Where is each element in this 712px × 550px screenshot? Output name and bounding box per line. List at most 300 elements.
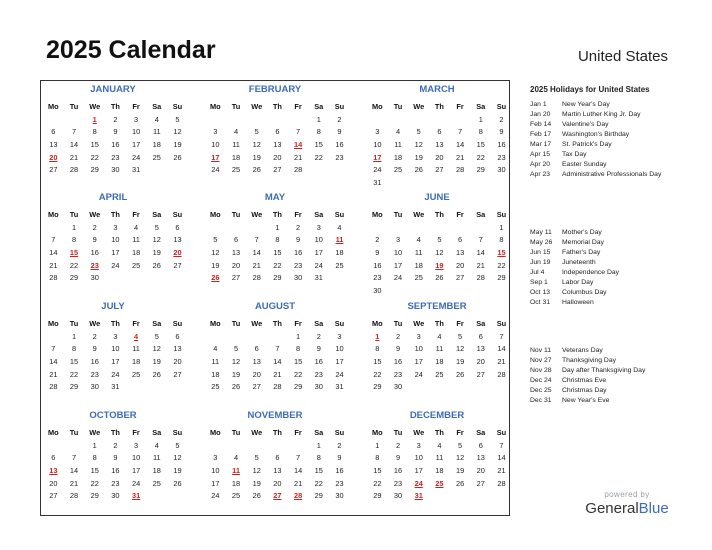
day-cell: 20 <box>173 357 182 367</box>
month-december <box>367 409 507 503</box>
holiday-name: Tax Day <box>562 151 587 158</box>
weekday-header: Sa <box>314 319 324 328</box>
holiday-date: 1 <box>92 114 97 124</box>
day-cell: 21 <box>69 478 79 488</box>
month-name: APRIL <box>98 192 128 203</box>
day-cell: 14 <box>69 466 79 476</box>
month-grid <box>367 209 507 298</box>
holiday-date-label: Sep 1 <box>530 279 548 286</box>
day-cell: 18 <box>131 357 141 367</box>
holiday-date-label: May 11 <box>530 229 552 236</box>
holiday-name: Veterans Day <box>562 347 603 354</box>
day-cell: 7 <box>296 453 301 463</box>
day-cell: 1 <box>499 222 504 232</box>
day-cell: 26 <box>173 152 182 162</box>
day-cell: 8 <box>296 344 301 354</box>
holiday-name: Easter Sunday <box>562 161 607 168</box>
weekday-header: Th <box>272 428 282 437</box>
day-cell: 26 <box>152 260 161 270</box>
day-cell: 1 <box>275 222 280 232</box>
day-cell: 25 <box>211 382 220 392</box>
day-cell: 15 <box>273 248 282 258</box>
day-cell: 20 <box>476 357 485 367</box>
empty-cell <box>408 114 429 127</box>
holiday-item <box>530 356 700 366</box>
day-cell: 16 <box>373 260 382 270</box>
day-cell: 29 <box>90 165 99 175</box>
day-cell: 29 <box>293 382 303 392</box>
holiday-date-label: Oct 31 <box>530 299 551 306</box>
day-cell: 23 <box>335 478 344 488</box>
day-cell: 12 <box>435 248 444 258</box>
empty-cell <box>267 114 288 127</box>
month-october <box>43 409 183 503</box>
month-grid <box>43 101 183 177</box>
empty-cell <box>388 114 409 127</box>
day-cell: 21 <box>497 357 506 367</box>
month-name: AUGUST <box>254 301 296 312</box>
day-cell: 27 <box>49 165 58 175</box>
weekday-header: Mo <box>48 210 59 219</box>
weekday-header: Fr <box>132 319 140 328</box>
holiday-date: 4 <box>134 331 139 341</box>
weekday-header: Mo <box>372 428 383 437</box>
holiday-date-label: Jan 1 <box>530 101 547 108</box>
day-cell: 7 <box>275 344 280 354</box>
day-cell: 7 <box>478 235 483 245</box>
day-cell: 9 <box>113 453 118 463</box>
day-cell: 15 <box>293 357 303 367</box>
day-cell: 19 <box>252 478 261 488</box>
empty-cell <box>246 222 267 235</box>
day-cell: 21 <box>49 260 58 270</box>
day-cell: 28 <box>497 369 506 379</box>
day-cell: 13 <box>435 140 444 150</box>
day-cell: 15 <box>90 466 99 476</box>
weekday-header: We <box>251 428 263 437</box>
weekday-header: Sa <box>152 102 162 111</box>
day-cell: 4 <box>337 222 342 232</box>
day-cell: 14 <box>455 140 465 150</box>
day-cell: 3 <box>375 127 380 137</box>
weekday-header: Th <box>272 102 282 111</box>
day-cell: 1 <box>92 440 97 450</box>
day-cell: 26 <box>252 491 261 501</box>
day-cell: 3 <box>416 440 421 450</box>
month-august <box>205 300 345 394</box>
day-cell: 9 <box>375 248 380 258</box>
day-cell: 19 <box>173 466 182 476</box>
day-cell: 21 <box>476 260 485 270</box>
day-cell: 23 <box>393 478 403 488</box>
weekday-header: Tu <box>231 319 241 328</box>
holiday-date-label: Mar 17 <box>530 141 552 148</box>
day-cell: 22 <box>90 152 99 162</box>
day-cell: 2 <box>395 331 401 341</box>
day-cell: 4 <box>416 235 421 245</box>
day-cell: 2 <box>395 440 401 450</box>
day-cell: 7 <box>296 127 301 137</box>
day-cell: 27 <box>273 165 282 175</box>
weekday-header: We <box>89 210 101 219</box>
holiday-item <box>530 140 700 150</box>
day-cell: 13 <box>173 344 182 354</box>
holiday-item <box>530 278 700 288</box>
day-cell: 12 <box>252 140 261 150</box>
holiday-list-title: 2025 Holidays for United States <box>530 85 650 94</box>
month-name: MARCH <box>419 84 455 95</box>
day-cell: 31 <box>131 165 141 175</box>
holiday-date: 25 <box>435 478 444 488</box>
day-cell: 9 <box>92 235 97 245</box>
day-cell: 24 <box>111 260 120 270</box>
day-cell: 6 <box>478 440 483 450</box>
day-cell: 28 <box>252 273 261 283</box>
holiday-name: Independence Day <box>562 269 620 276</box>
day-cell: 8 <box>71 344 77 354</box>
day-cell: 25 <box>131 260 141 270</box>
day-cell: 9 <box>113 127 118 137</box>
month-grid <box>367 427 507 503</box>
weekday-header: Fr <box>132 102 140 111</box>
holiday-item <box>530 228 700 238</box>
weekday-header: Su <box>334 428 345 437</box>
weekday-header: Sa <box>476 319 486 328</box>
day-cell: 3 <box>316 222 321 232</box>
weekday-header: Su <box>334 210 345 219</box>
day-cell: 2 <box>92 222 97 232</box>
weekday-header: Mo <box>48 319 59 328</box>
day-cell: 17 <box>111 248 120 258</box>
day-cell: 9 <box>92 344 97 354</box>
day-cell: 5 <box>254 127 259 137</box>
day-cell: 28 <box>49 273 58 283</box>
day-cell: 14 <box>69 140 79 150</box>
day-cell: 27 <box>173 260 182 270</box>
day-cell: 3 <box>134 440 139 450</box>
weekday-header: Tu <box>231 428 241 437</box>
day-cell: 18 <box>414 260 423 270</box>
day-cell: 28 <box>293 165 303 175</box>
day-cell: 16 <box>497 140 506 150</box>
day-cell: 30 <box>497 165 506 175</box>
day-cell: 18 <box>393 152 403 162</box>
day-cell: 10 <box>131 127 141 137</box>
month-name: JANUARY <box>90 84 136 95</box>
empty-cell <box>246 440 267 453</box>
day-cell: 15 <box>476 140 485 150</box>
day-cell: 16 <box>90 357 99 367</box>
day-cell: 20 <box>273 478 282 488</box>
month-name: SEPTEMBER <box>407 301 467 312</box>
day-cell: 3 <box>113 331 118 341</box>
holiday-name: New Year's Day <box>562 101 610 108</box>
holiday-date-label: Nov 11 <box>530 347 552 354</box>
empty-cell <box>226 440 247 453</box>
day-cell: 30 <box>373 286 382 296</box>
day-cell: 25 <box>152 478 161 488</box>
day-cell: 21 <box>497 466 506 476</box>
holiday-item <box>530 386 700 396</box>
day-cell: 13 <box>49 140 58 150</box>
day-cell: 16 <box>335 140 344 150</box>
brand-name <box>585 500 669 517</box>
day-cell: 26 <box>252 165 261 175</box>
day-cell: 17 <box>211 478 220 488</box>
weekday-header: Tu <box>393 210 403 219</box>
day-cell: 14 <box>497 344 506 354</box>
day-cell: 4 <box>437 440 442 450</box>
weekday-header: Su <box>172 319 183 328</box>
holiday-date: 17 <box>373 152 382 162</box>
day-cell: 9 <box>316 344 321 354</box>
day-cell: 16 <box>90 248 99 258</box>
day-cell: 29 <box>373 491 382 501</box>
day-cell: 8 <box>375 344 380 354</box>
day-cell: 20 <box>252 369 261 379</box>
day-cell: 14 <box>252 248 261 258</box>
weekday-header: Tu <box>69 319 79 328</box>
weekday-header: Tu <box>393 428 403 437</box>
empty-cell <box>64 114 85 127</box>
day-cell: 8 <box>71 235 77 245</box>
day-cell: 27 <box>173 369 182 379</box>
weekday-header: Mo <box>372 210 383 219</box>
empty-cell <box>267 440 288 453</box>
weekday-header: Th <box>434 210 444 219</box>
day-cell: 24 <box>414 369 423 379</box>
month-grid <box>43 209 183 285</box>
weekday-header: Su <box>496 210 507 219</box>
day-cell: 18 <box>435 466 444 476</box>
holiday-date: 13 <box>49 466 58 476</box>
day-cell: 4 <box>134 222 139 232</box>
weekday-header: Sa <box>314 210 324 219</box>
day-cell: 7 <box>499 440 504 450</box>
holiday-date: 11 <box>232 466 240 476</box>
weekday-header: Sa <box>314 428 324 437</box>
weekday-header: Sa <box>476 102 486 111</box>
empty-cell <box>205 114 226 127</box>
day-cell: 1 <box>296 331 301 341</box>
day-cell: 11 <box>152 453 161 463</box>
empty-cell <box>388 222 409 235</box>
day-cell: 9 <box>499 127 504 137</box>
day-cell: 2 <box>296 222 301 232</box>
day-cell: 12 <box>152 344 161 354</box>
day-cell: 6 <box>478 331 483 341</box>
day-cell: 14 <box>49 248 58 258</box>
day-cell: 20 <box>476 466 485 476</box>
day-cell: 3 <box>337 331 342 341</box>
day-cell: 1 <box>375 440 380 450</box>
day-cell: 18 <box>335 248 344 258</box>
empty-cell <box>367 222 388 235</box>
day-cell: 31 <box>373 178 382 188</box>
weekday-header: Su <box>496 319 507 328</box>
day-cell: 5 <box>154 222 159 232</box>
day-cell: 2 <box>113 114 118 124</box>
day-cell: 27 <box>252 382 261 392</box>
day-cell: 16 <box>293 248 303 258</box>
day-cell: 12 <box>455 453 465 463</box>
day-cell: 7 <box>499 331 504 341</box>
day-cell: 13 <box>455 248 465 258</box>
weekday-header: Sa <box>476 210 486 219</box>
day-cell: 25 <box>131 369 141 379</box>
day-cell: 8 <box>499 235 504 245</box>
day-cell: 28 <box>455 165 465 175</box>
empty-cell <box>43 114 64 127</box>
holiday-date: 26 <box>211 273 220 283</box>
day-cell: 10 <box>314 235 323 245</box>
brand-name-general: General <box>585 500 639 517</box>
holiday-item <box>530 258 700 268</box>
day-cell: 17 <box>314 248 323 258</box>
day-cell: 28 <box>69 491 79 501</box>
weekday-header: Su <box>496 428 507 437</box>
weekday-header: Mo <box>210 319 221 328</box>
page-title: 2025 Calendar <box>46 36 216 64</box>
holiday-item <box>530 248 700 258</box>
day-cell: 30 <box>393 382 403 392</box>
day-cell: 17 <box>414 466 423 476</box>
empty-cell <box>226 331 247 344</box>
day-cell: 29 <box>69 382 79 392</box>
day-cell: 11 <box>414 248 423 258</box>
day-cell: 3 <box>213 453 218 463</box>
day-cell: 19 <box>414 152 423 162</box>
holiday-item <box>530 346 700 356</box>
holiday-date-label: Nov 28 <box>530 367 552 374</box>
day-cell: 29 <box>476 165 485 175</box>
day-cell: 10 <box>414 453 423 463</box>
day-cell: 2 <box>92 331 97 341</box>
weekday-header: Tu <box>393 319 403 328</box>
day-cell: 17 <box>335 357 344 367</box>
day-cell: 4 <box>154 114 159 124</box>
day-cell: 22 <box>69 369 79 379</box>
holiday-date: 15 <box>69 248 79 258</box>
day-cell: 17 <box>131 140 141 150</box>
day-cell: 5 <box>175 440 180 450</box>
day-cell: 28 <box>49 382 58 392</box>
holiday-item <box>530 298 700 308</box>
day-cell: 5 <box>416 127 421 137</box>
day-cell: 31 <box>111 382 120 392</box>
empty-cell <box>429 222 450 235</box>
holiday-date-label: Dec 24 <box>530 377 552 384</box>
day-cell: 22 <box>314 152 323 162</box>
empty-cell <box>205 222 226 235</box>
day-cell: 5 <box>437 235 442 245</box>
day-cell: 4 <box>154 440 159 450</box>
day-cell: 10 <box>414 344 423 354</box>
day-cell: 3 <box>134 114 139 124</box>
holiday-name: St. Patrick's Day <box>562 141 612 148</box>
holiday-date-label: Jul 4 <box>530 269 545 276</box>
day-cell: 10 <box>111 235 120 245</box>
day-cell: 25 <box>152 152 161 162</box>
day-cell: 20 <box>435 152 444 162</box>
empty-cell <box>205 440 226 453</box>
day-cell: 12 <box>173 127 182 137</box>
month-grid <box>205 318 345 394</box>
day-cell: 22 <box>373 478 382 488</box>
day-cell: 18 <box>131 248 141 258</box>
month-march <box>367 83 507 190</box>
day-cell: 14 <box>497 453 506 463</box>
day-cell: 30 <box>335 491 344 501</box>
day-cell: 11 <box>232 140 240 150</box>
day-cell: 8 <box>478 127 483 137</box>
weekday-header: Th <box>434 428 444 437</box>
day-cell: 2 <box>113 440 118 450</box>
day-cell: 21 <box>273 369 282 379</box>
month-grid <box>205 427 345 503</box>
weekday-header: Fr <box>132 428 140 437</box>
holiday-date: 24 <box>414 478 423 488</box>
holiday-date-label: Dec 25 <box>530 387 552 394</box>
day-cell: 7 <box>51 235 56 245</box>
day-cell: 24 <box>393 273 403 283</box>
day-cell: 19 <box>211 260 220 270</box>
day-cell: 6 <box>51 127 56 137</box>
month-september <box>367 300 507 394</box>
day-cell: 7 <box>71 127 77 137</box>
day-cell: 19 <box>455 357 465 367</box>
day-cell: 6 <box>458 235 463 245</box>
weekday-header: We <box>413 210 425 219</box>
day-cell: 18 <box>211 369 220 379</box>
weekday-header: Sa <box>476 428 486 437</box>
day-cell: 14 <box>293 466 303 476</box>
day-cell: 27 <box>476 478 485 488</box>
day-cell: 9 <box>337 453 342 463</box>
month-june <box>367 191 507 298</box>
day-cell: 17 <box>393 260 403 270</box>
day-cell: 6 <box>175 331 180 341</box>
day-cell: 21 <box>49 369 58 379</box>
day-cell: 16 <box>335 466 344 476</box>
holiday-name: Christmas Eve <box>562 377 607 384</box>
holiday-item <box>530 366 700 376</box>
holiday-name: Memorial Day <box>562 239 604 246</box>
day-cell: 23 <box>497 152 506 162</box>
day-cell: 12 <box>252 466 261 476</box>
month-november <box>205 409 345 503</box>
day-cell: 1 <box>316 440 321 450</box>
day-cell: 9 <box>395 344 401 354</box>
day-cell: 15 <box>314 466 323 476</box>
weekday-header: Fr <box>294 210 302 219</box>
day-cell: 28 <box>273 382 282 392</box>
day-cell: 12 <box>231 357 241 367</box>
powered-by-label: powered by <box>604 490 650 499</box>
weekday-header: We <box>89 102 101 111</box>
month-name: MAY <box>264 192 286 203</box>
day-cell: 16 <box>393 466 403 476</box>
holiday-item <box>530 170 700 180</box>
day-cell: 1 <box>478 114 483 124</box>
day-cell: 26 <box>414 165 423 175</box>
day-cell: 25 <box>335 260 344 270</box>
day-cell: 6 <box>437 127 442 137</box>
day-cell: 10 <box>131 453 141 463</box>
weekday-header: Tu <box>69 428 79 437</box>
day-cell: 24 <box>111 369 120 379</box>
day-cell: 26 <box>455 369 465 379</box>
